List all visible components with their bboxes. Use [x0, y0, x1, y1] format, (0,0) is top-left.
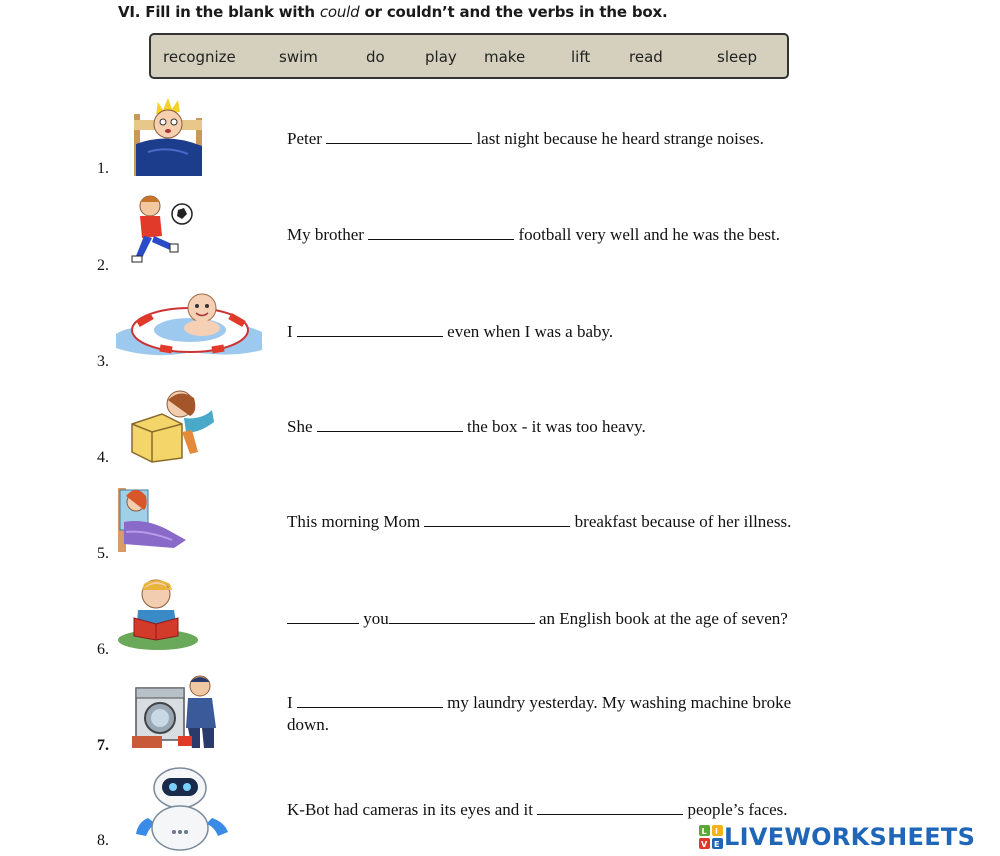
word-lift: lift [571, 48, 591, 66]
item-number: 5. [97, 545, 109, 562]
sentence-8 [287, 799, 788, 821]
svg-text:V: V [701, 840, 708, 849]
word-box [149, 33, 789, 79]
sentence-text: last night because he heard strange noises. [472, 129, 764, 148]
boy-reading-book-picture [116, 576, 200, 652]
sentence-text: people’s faces. [683, 800, 788, 819]
svg-text:E: E [714, 840, 720, 849]
svg-text:L: L [701, 827, 707, 836]
heading-suffix: or couldn’t and the verbs in the box. [359, 3, 668, 21]
word-do: do [366, 48, 385, 66]
item-number: 4. [97, 449, 109, 466]
answer-blank[interactable] [297, 322, 443, 337]
girl-lifting-box-picture [128, 388, 216, 464]
sentence-text: She [287, 417, 317, 436]
word-play: play [425, 48, 457, 66]
answer-blank-auxiliary[interactable] [287, 609, 359, 624]
exercise-heading [118, 3, 667, 21]
sentence-text: football very well and he was the best. [514, 225, 781, 244]
sentence-text: breakfast because of her illness. [570, 512, 792, 531]
word-make: make [484, 48, 526, 66]
word-sleep: sleep [717, 48, 757, 66]
sentence-text: you [359, 609, 389, 628]
sentence-text: even when I was a baby. [442, 322, 614, 341]
item-number: 3. [97, 353, 109, 370]
svg-text:I: I [715, 827, 718, 836]
sentence-text: the box - it was too heavy. [462, 417, 646, 436]
sentence-text: This morning Mom [287, 512, 425, 531]
sentence-text: Peter [287, 129, 327, 148]
baby-in-swim-ring-picture [112, 288, 266, 362]
answer-blank[interactable] [368, 225, 514, 240]
item-number: 1. [97, 160, 109, 177]
answer-blank[interactable] [389, 609, 535, 624]
sentence-text: K-Bot had cameras in its eyes and it [287, 800, 538, 819]
sentence-5 [287, 511, 791, 533]
sentence-2 [287, 224, 780, 246]
sentence-text: I [287, 693, 297, 712]
answer-blank[interactable] [326, 129, 472, 144]
robot-picture [134, 766, 232, 852]
boy-in-bed-picture [128, 96, 210, 180]
mom-sick-in-bed-picture [116, 482, 188, 558]
heading-italic-word: could [319, 3, 360, 21]
man-repairing-washing-machine-picture [126, 672, 226, 750]
sentence-4 [287, 416, 646, 438]
heading-prefix: VI. Fill in the blank with [118, 3, 320, 21]
sentence-7 [287, 692, 791, 736]
item-number: 8. [97, 832, 109, 849]
answer-blank[interactable] [317, 417, 463, 432]
item-number: 2. [97, 257, 109, 274]
answer-blank[interactable] [424, 512, 570, 527]
sentence-text: an English book at the age of seven? [534, 609, 788, 628]
sentence-text: my laundry yesterday. My washing machine broke [442, 693, 792, 712]
word-swim: swim [279, 48, 318, 66]
brand-name: LIVEWORKSHEETS [724, 823, 976, 851]
word-recognize: recognize [163, 48, 236, 66]
liveworksheets-logo [698, 822, 975, 852]
sentence-3 [287, 321, 613, 343]
boy-kicking-ball-picture [120, 192, 198, 272]
sentence-1 [287, 128, 764, 150]
sentence-text: I [287, 322, 297, 341]
liveworksheets-logo-icon [698, 824, 724, 850]
answer-blank[interactable] [297, 693, 443, 708]
word-read: read [629, 48, 663, 66]
sentence-6 [287, 608, 788, 630]
answer-blank[interactable] [537, 800, 683, 815]
item-number: 6. [97, 641, 109, 658]
item-number: 7. [97, 737, 109, 754]
sentence-text-continued: down. [287, 715, 330, 734]
sentence-text: My brother [287, 225, 369, 244]
